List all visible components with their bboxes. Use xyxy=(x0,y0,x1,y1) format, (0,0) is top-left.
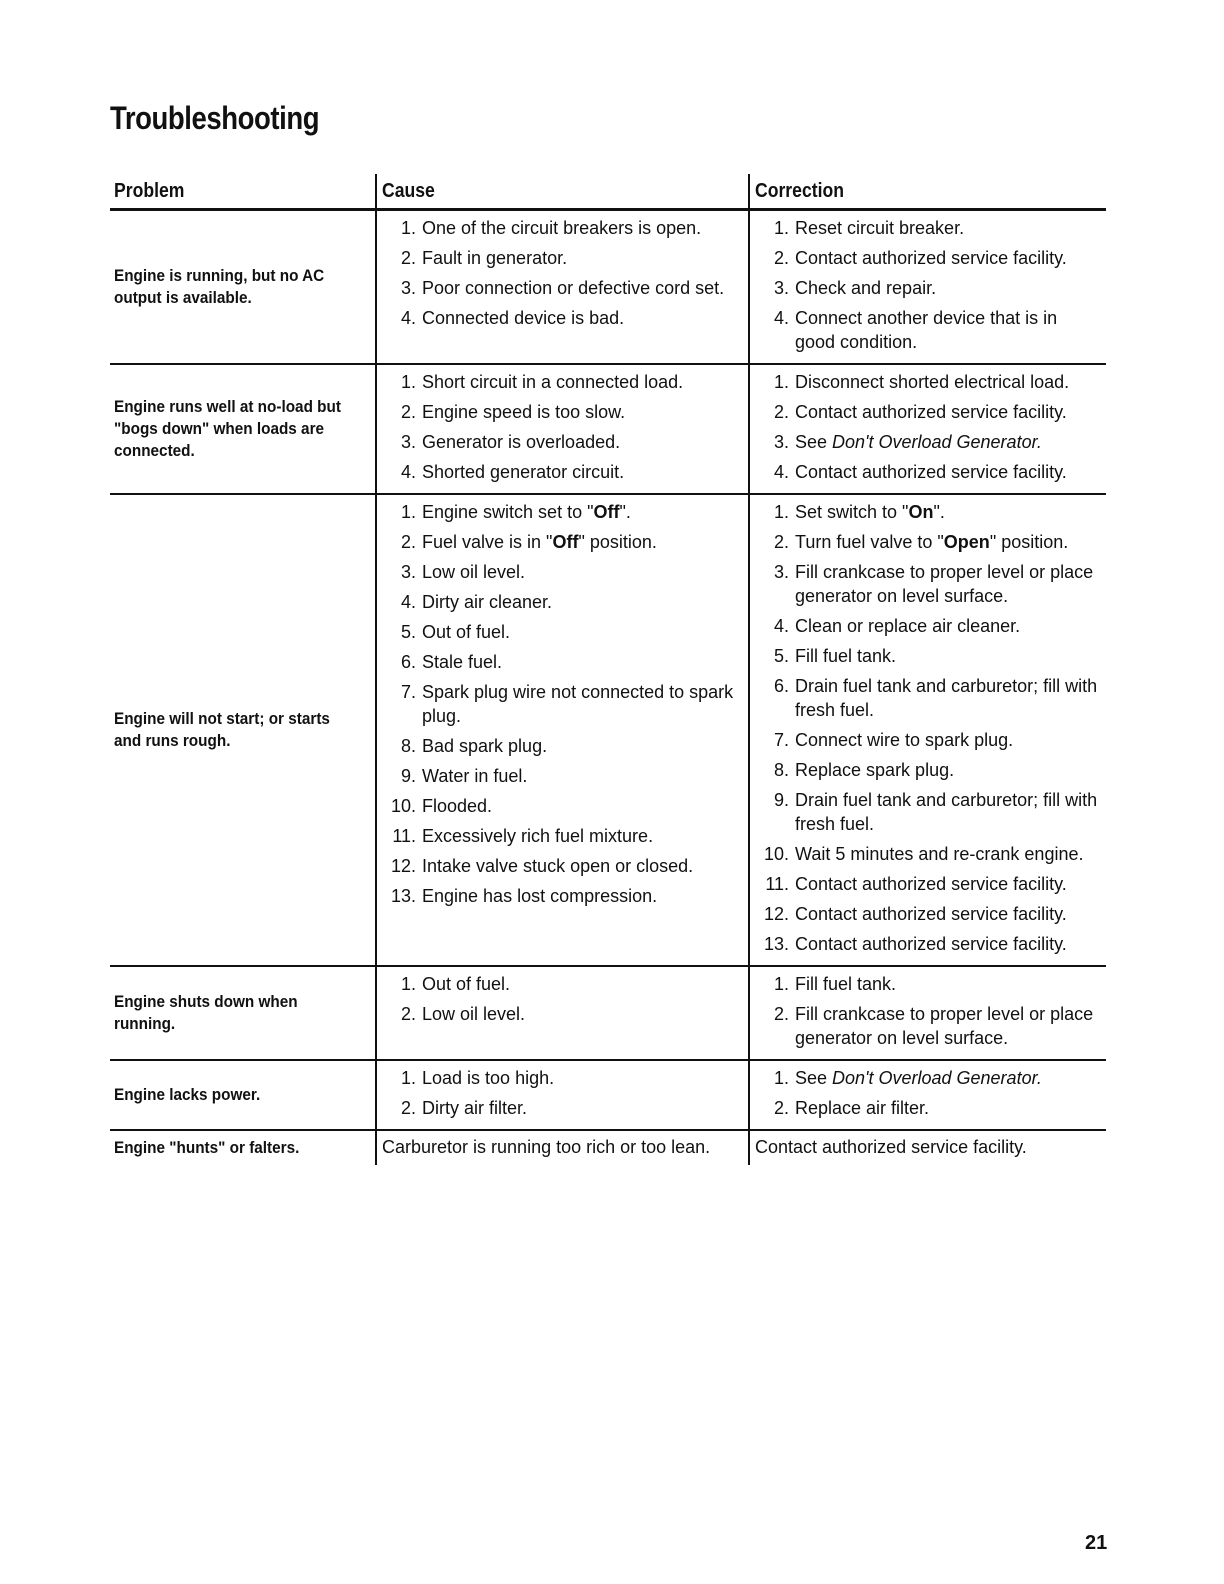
item-number: 5. xyxy=(773,646,789,666)
item-number: 9. xyxy=(773,790,789,810)
list-item xyxy=(755,671,1106,725)
cause-list xyxy=(382,967,748,1035)
list-item xyxy=(755,725,1106,755)
list-item xyxy=(755,457,1106,487)
correction-item-text: Connect wire to spark plug. xyxy=(795,730,1014,750)
item-number: 3. xyxy=(773,562,789,582)
item-number: 3. xyxy=(400,562,416,582)
correction-cell xyxy=(748,365,1106,493)
cause-text: Carburetor is running too rich or too lean. xyxy=(382,1137,711,1157)
item-number: 2. xyxy=(400,402,416,422)
cause-item-text: Out of fuel. xyxy=(422,622,511,642)
cause-cell xyxy=(375,365,748,493)
cause-cell xyxy=(375,967,748,1059)
correction-item-text: Drain fuel tank and carburetor; fill with fresh fuel. xyxy=(795,676,1098,720)
list-item xyxy=(382,791,748,821)
problem-cell xyxy=(110,1131,375,1165)
cause-item-text: Excessively rich fuel mixture. xyxy=(422,826,654,846)
list-item xyxy=(755,1063,1106,1093)
table-row xyxy=(110,495,1106,967)
item-number: 1. xyxy=(773,974,789,994)
cause-item-text: Stale fuel. xyxy=(422,652,503,672)
list-item xyxy=(755,999,1106,1053)
correction-item-text: Turn fuel valve to "Open" position. xyxy=(795,532,1069,552)
list-item xyxy=(755,785,1106,839)
list-item xyxy=(382,999,748,1029)
cause-cell xyxy=(375,211,748,363)
list-item xyxy=(755,929,1106,959)
troubleshooting-table xyxy=(110,174,1106,1165)
item-number: 13. xyxy=(763,934,789,954)
correction-item-text: Fill fuel tank. xyxy=(795,646,897,666)
list-item xyxy=(382,457,748,487)
cause-item-text: Bad spark plug. xyxy=(422,736,548,756)
list-item xyxy=(755,213,1106,243)
list-item xyxy=(382,647,748,677)
list-item xyxy=(382,1093,748,1123)
cause-item-text: Dirty air cleaner. xyxy=(422,592,553,612)
cause-item-text: Engine speed is too slow. xyxy=(422,402,626,422)
cause-cell xyxy=(375,1061,748,1129)
header-cause: Cause xyxy=(375,174,748,208)
table-row xyxy=(110,211,1106,365)
problem-cell xyxy=(110,495,375,965)
table-row xyxy=(110,1131,1106,1165)
header-problem: Problem xyxy=(114,180,185,202)
correction-list xyxy=(755,1061,1106,1129)
table-row xyxy=(110,365,1106,495)
item-number: 3. xyxy=(773,432,789,452)
list-item xyxy=(755,899,1106,929)
problem-text: Engine runs well at no-load but "bogs down" when loads are connected. xyxy=(114,397,341,460)
item-number: 4. xyxy=(400,462,416,482)
correction-item-text: Replace spark plug. xyxy=(795,760,955,780)
list-item xyxy=(755,755,1106,785)
reference-text: Don't Overload Generator. xyxy=(832,432,1042,452)
cause-item-text: Dirty air filter. xyxy=(422,1098,528,1118)
problem-text: Engine is running, but no AC output is available. xyxy=(114,266,325,307)
page-number: 21 xyxy=(1085,1532,1108,1554)
list-item xyxy=(755,557,1106,611)
correction-item-text: Wait 5 minutes and re-crank engine. xyxy=(795,844,1084,864)
list-item xyxy=(755,1093,1106,1123)
item-number: 11. xyxy=(392,826,416,846)
cause-item-text: Generator is overloaded. xyxy=(422,432,621,452)
cause-cell xyxy=(375,1131,748,1165)
list-item xyxy=(382,881,748,911)
item-number: 2. xyxy=(400,532,416,552)
switch-state: Open xyxy=(943,532,990,552)
correction-item-text: Contact authorized service facility. xyxy=(795,904,1067,924)
table-row xyxy=(110,967,1106,1061)
correction-item-text: Drain fuel tank and carburetor; fill with fresh fuel. xyxy=(795,790,1098,834)
list-item xyxy=(382,213,748,243)
item-number: 1. xyxy=(400,502,416,522)
cause-list xyxy=(382,211,748,339)
list-item xyxy=(382,527,748,557)
cause-item-text: One of the circuit breakers is open. xyxy=(422,218,702,238)
list-item xyxy=(382,587,748,617)
item-number: 7. xyxy=(400,682,416,702)
cause-item-text: Connected device is bad. xyxy=(422,308,625,328)
cause-cell xyxy=(375,495,748,965)
correction-list xyxy=(755,211,1106,363)
item-number: 8. xyxy=(773,760,789,780)
list-item xyxy=(755,273,1106,303)
item-number: 6. xyxy=(773,676,789,696)
item-number: 4. xyxy=(773,308,789,328)
correction-text: Contact authorized service facility. xyxy=(755,1137,1027,1157)
item-number: 5. xyxy=(400,622,416,642)
correction-cell xyxy=(748,967,1106,1059)
item-number: 2. xyxy=(400,248,416,268)
correction-list xyxy=(755,495,1106,965)
list-item xyxy=(382,397,748,427)
item-number: 11. xyxy=(765,874,789,894)
cause-item-text: Low oil level. xyxy=(422,562,526,582)
item-number: 6. xyxy=(400,652,416,672)
cause-item-text: Short circuit in a connected load. xyxy=(422,372,684,392)
correction-item-text: Fill crankcase to proper level or place generator on level surface. xyxy=(795,1004,1094,1048)
cause-item-text: Flooded. xyxy=(422,796,493,816)
item-number: 1. xyxy=(400,974,416,994)
item-number: 2. xyxy=(400,1004,416,1024)
cause-item-text: Load is too high. xyxy=(422,1068,555,1088)
correction-item-text: Contact authorized service facility. xyxy=(795,934,1067,954)
list-item xyxy=(755,303,1106,357)
list-item xyxy=(382,731,748,761)
item-number: 2. xyxy=(773,402,789,422)
item-number: 2. xyxy=(773,248,789,268)
list-item xyxy=(382,367,748,397)
item-number: 2. xyxy=(400,1098,416,1118)
correction-item-text: Replace air filter. xyxy=(795,1098,930,1118)
problem-cell xyxy=(110,211,375,363)
list-item xyxy=(755,869,1106,899)
switch-state: On xyxy=(908,502,934,522)
problem-text: Engine shuts down when running. xyxy=(114,992,298,1033)
list-item xyxy=(382,969,748,999)
list-item xyxy=(755,497,1106,527)
item-number: 10. xyxy=(763,844,789,864)
item-number: 12. xyxy=(390,856,416,876)
list-item xyxy=(382,821,748,851)
list-item xyxy=(382,243,748,273)
item-number: 3. xyxy=(773,278,789,298)
list-item xyxy=(382,851,748,881)
problem-text: Engine "hunts" or falters. xyxy=(114,1138,300,1157)
problem-cell xyxy=(110,967,375,1059)
list-item xyxy=(755,243,1106,273)
item-number: 1. xyxy=(400,372,416,392)
list-item xyxy=(755,397,1106,427)
list-item xyxy=(755,641,1106,671)
problem-text: Engine will not start; or starts and runs rough. xyxy=(114,709,330,750)
item-number: 8. xyxy=(400,736,416,756)
list-item xyxy=(755,839,1106,869)
list-item xyxy=(382,303,748,333)
item-number: 1. xyxy=(400,218,416,238)
list-item xyxy=(382,677,748,731)
correction-cell xyxy=(748,1131,1106,1165)
table-header xyxy=(110,174,1106,211)
item-number: 4. xyxy=(773,616,789,636)
correction-cell xyxy=(748,211,1106,363)
correction-cell xyxy=(748,495,1106,965)
correction-item-text: Contact authorized service facility. xyxy=(795,402,1067,422)
item-number: 4. xyxy=(773,462,789,482)
item-number: 1. xyxy=(773,1068,789,1088)
list-item xyxy=(382,273,748,303)
item-number: 13. xyxy=(390,886,416,906)
problem-cell xyxy=(110,365,375,493)
item-number: 9. xyxy=(400,766,416,786)
item-number: 3. xyxy=(400,278,416,298)
item-number: 1. xyxy=(773,218,789,238)
item-number: 4. xyxy=(400,592,416,612)
cause-item-text: Fuel valve is in "Off" position. xyxy=(422,532,657,552)
cause-item-text: Shorted generator circuit. xyxy=(422,462,625,482)
list-item xyxy=(755,527,1106,557)
header-correction: Correction xyxy=(748,174,1106,208)
cause-item-text: Spark plug wire not connected to spark plug. xyxy=(422,682,734,726)
problem-text: Engine lacks power. xyxy=(114,1085,261,1104)
item-number: 2. xyxy=(773,532,789,552)
table-row xyxy=(110,1061,1106,1131)
list-item xyxy=(382,427,748,457)
list-item xyxy=(382,761,748,791)
item-number: 1. xyxy=(773,372,789,392)
correction-item-text: Contact authorized service facility. xyxy=(795,248,1067,268)
list-item xyxy=(382,1063,748,1093)
cause-list xyxy=(382,1061,748,1129)
correction-item-text: Connect another device that is in good condition. xyxy=(795,308,1058,352)
correction-item-text: Fill crankcase to proper level or place generator on level surface. xyxy=(795,562,1094,606)
cause-item-text: Low oil level. xyxy=(422,1004,526,1024)
cause-list xyxy=(382,365,748,493)
correction-item-text: Contact authorized service facility. xyxy=(795,462,1067,482)
list-item xyxy=(755,367,1106,397)
cause-item-text: Poor connection or defective cord set. xyxy=(422,278,725,298)
item-number: 2. xyxy=(773,1098,789,1118)
cause-item-text: Water in fuel. xyxy=(422,766,528,786)
table-body xyxy=(110,211,1106,1165)
item-number: 7. xyxy=(773,730,789,750)
correction-item-text: Check and repair. xyxy=(795,278,937,298)
problem-cell xyxy=(110,1061,375,1129)
cause-item-text: Fault in generator. xyxy=(422,248,568,268)
correction-item-text: Contact authorized service facility. xyxy=(795,874,1067,894)
item-number: 2. xyxy=(773,1004,789,1024)
page-title: Troubleshooting xyxy=(110,100,320,136)
correction-item-text: Reset circuit breaker. xyxy=(795,218,965,238)
correction-list xyxy=(755,967,1106,1059)
correction-cell xyxy=(748,1061,1106,1129)
correction-item-text: Set switch to "On". xyxy=(795,502,945,522)
list-item xyxy=(382,557,748,587)
cause-item-text: Intake valve stuck open or closed. xyxy=(422,856,694,876)
correction-item-text: Disconnect shorted electrical load. xyxy=(795,372,1070,392)
list-item xyxy=(382,497,748,527)
item-number: 12. xyxy=(763,904,789,924)
cause-item-text: Engine has lost compression. xyxy=(422,886,658,906)
item-number: 10. xyxy=(390,796,416,816)
item-number: 4. xyxy=(400,308,416,328)
item-number: 1. xyxy=(400,1068,416,1088)
list-item xyxy=(382,617,748,647)
correction-item-text: Clean or replace air cleaner. xyxy=(795,616,1021,636)
correction-item-text: Fill fuel tank. xyxy=(795,974,897,994)
cause-item-text: Out of fuel. xyxy=(422,974,511,994)
item-number: 1. xyxy=(773,502,789,522)
correction-item-text: See Don't Overload Generator. xyxy=(795,1068,1042,1088)
switch-state: Off xyxy=(593,502,620,522)
switch-state: Off xyxy=(552,532,579,552)
correction-item-text: See Don't Overload Generator. xyxy=(795,432,1042,452)
cause-list xyxy=(382,495,748,917)
reference-text: Don't Overload Generator. xyxy=(832,1068,1042,1088)
list-item xyxy=(755,611,1106,641)
list-item xyxy=(755,969,1106,999)
list-item xyxy=(755,427,1106,457)
item-number: 3. xyxy=(400,432,416,452)
cause-item-text: Engine switch set to "Off". xyxy=(422,502,631,522)
correction-list xyxy=(755,365,1106,493)
